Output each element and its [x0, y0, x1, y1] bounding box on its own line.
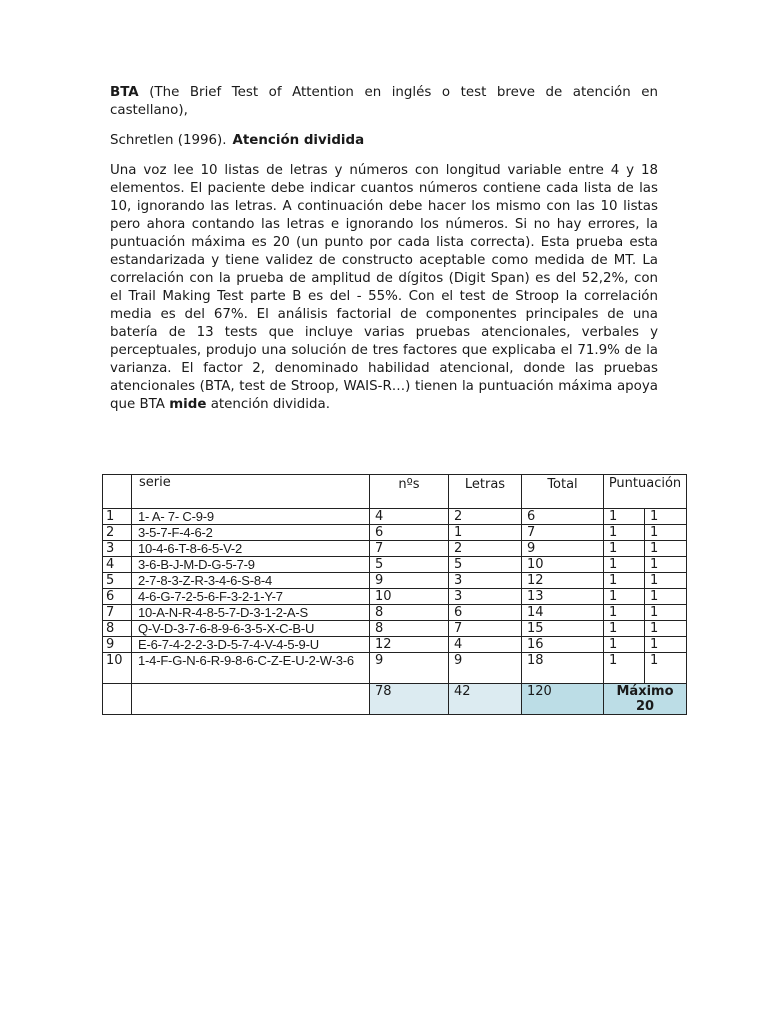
- table-row: [103, 589, 687, 605]
- body-bold-word: mide: [169, 397, 207, 412]
- cell-p2: 1: [645, 637, 687, 653]
- intro-paragraph: [110, 84, 658, 120]
- cell-letras: 3: [449, 589, 522, 605]
- cell-letras: 1: [449, 525, 522, 541]
- author-citation: Schretlen (1996).: [110, 133, 227, 148]
- body-text: Una voz lee 10 listas de letras y números con longitud variable entre 4 y 18 elementos. El paciente debe indicar cuantos números contiene cada lista de las 10, ignorando las letras. A continuación debe hacer los mismo con las 10 listas pero ahora contando las letras e ignorando los números. Si no hay errores, la puntuación máxima es 20 (un punto por cada lista correcta). Esta prueba esta estandarizada y tiene validez de constructo aceptable como medida de MT. La correlación con la prueba de amplitud de dígitos (Digit Span) es del 52,2%, con el Trail Making Test parte B es del - 55%. Con el test de Stroop la correlación media es del 67%. El análisis factorial de componentes principales de una batería de 13 tests que incluye varias pruebas atencionales, verbales y perceptuales, produjo una solución de tres factores que explicaba el 71.9% de la varianza. El factor 2, denominado habilidad atencional, donde las pruebas atencionales (BTA, test de Stroop, WAIS-R…) tienen la puntuación máxima apoya que BTA: [110, 163, 658, 412]
- table-row: [103, 621, 687, 637]
- table-header-row: [103, 475, 687, 509]
- cell-n: 6: [103, 589, 132, 605]
- cell-total: 13: [522, 589, 604, 605]
- cell-letras: 4: [449, 637, 522, 653]
- table-row: [103, 525, 687, 541]
- cell-total: 10: [522, 557, 604, 573]
- cell-letras: 7: [449, 621, 522, 637]
- cell-serie: E-6-7-4-2-2-3-D-5-7-4-V-4-5-9-U: [132, 637, 370, 653]
- cell-p1: 1: [604, 653, 645, 684]
- cell-letras: 6: [449, 605, 522, 621]
- empty-cell: [132, 684, 370, 715]
- cell-nums: 9: [370, 573, 449, 589]
- cell-p1: 1: [604, 541, 645, 557]
- cell-total: 14: [522, 605, 604, 621]
- cell-nums: 8: [370, 621, 449, 637]
- table-row: [103, 509, 687, 525]
- cell-n: 7: [103, 605, 132, 621]
- header-total: Total: [522, 475, 604, 509]
- cell-p1: 1: [604, 605, 645, 621]
- cell-p2: 1: [645, 653, 687, 684]
- cell-nums: 9: [370, 653, 449, 684]
- cell-serie: Q-V-D-3-7-6-8-9-6-3-5-X-C-B-U: [132, 621, 370, 637]
- cell-p2: 1: [645, 605, 687, 621]
- section-subtitle: Atención dividida: [232, 133, 365, 148]
- table-row: [103, 605, 687, 621]
- bta-series-table: [102, 474, 687, 715]
- cell-p1: 1: [604, 525, 645, 541]
- cell-p1: 1: [604, 573, 645, 589]
- cell-total: 16: [522, 637, 604, 653]
- cell-total: 18: [522, 653, 604, 684]
- cell-p2: 1: [645, 509, 687, 525]
- cell-p1: 1: [604, 621, 645, 637]
- cell-p2: 1: [645, 557, 687, 573]
- total-numeros: 78: [370, 684, 449, 715]
- cell-p1: 1: [604, 637, 645, 653]
- cell-total: 7: [522, 525, 604, 541]
- header-puntuacion: Puntuación: [604, 475, 687, 509]
- cell-nums: 8: [370, 605, 449, 621]
- header-serie: serie: [132, 475, 370, 509]
- empty-cell: [103, 684, 132, 715]
- totals-row: [103, 684, 687, 715]
- cell-total: 9: [522, 541, 604, 557]
- cell-n: 8: [103, 621, 132, 637]
- cell-nums: 12: [370, 637, 449, 653]
- cell-p2: 1: [645, 573, 687, 589]
- cell-total: 15: [522, 621, 604, 637]
- table-row: [103, 541, 687, 557]
- table-row: [103, 557, 687, 573]
- cell-n: 5: [103, 573, 132, 589]
- cell-p2: 1: [645, 541, 687, 557]
- cell-p2: 1: [645, 621, 687, 637]
- cell-letras: 9: [449, 653, 522, 684]
- cell-nums: 4: [370, 509, 449, 525]
- body-text-end: atención dividida.: [206, 397, 330, 412]
- cell-serie: 3-5-7-F-4-6-2: [132, 525, 370, 541]
- header-letras: Letras: [449, 475, 522, 509]
- table-row: [103, 653, 687, 684]
- cell-n: 1: [103, 509, 132, 525]
- total-elementos: 120: [522, 684, 604, 715]
- header-numeros: nºs: [370, 475, 449, 509]
- cell-total: 12: [522, 573, 604, 589]
- table-row: [103, 573, 687, 589]
- cell-serie: 10-A-N-R-4-8-5-7-D-3-1-2-A-S: [132, 605, 370, 621]
- cell-serie: 4-6-G-7-2-5-6-F-3-2-1-Y-7: [132, 589, 370, 605]
- cell-n: 3: [103, 541, 132, 557]
- bta-description: (The Brief Test of Attention en inglés o test breve de atención en castellano),: [110, 85, 658, 118]
- cell-serie: 1-4-F-G-N-6-R-9-8-6-C-Z-E-U-2-W-3-6: [132, 653, 370, 684]
- cell-serie: 1- A- 7- C-9-9: [132, 509, 370, 525]
- cell-nums: 7: [370, 541, 449, 557]
- cell-letras: 5: [449, 557, 522, 573]
- cell-n: 2: [103, 525, 132, 541]
- cell-p2: 1: [645, 525, 687, 541]
- cell-nums: 10: [370, 589, 449, 605]
- cell-p1: 1: [604, 557, 645, 573]
- cell-serie: 10-4-6-T-8-6-5-V-2: [132, 541, 370, 557]
- cell-letras: 2: [449, 541, 522, 557]
- cell-serie: 2-7-8-3-Z-R-3-4-6-S-8-4: [132, 573, 370, 589]
- cell-p1: 1: [604, 509, 645, 525]
- bta-title: BTA: [110, 85, 139, 100]
- cell-n: 9: [103, 637, 132, 653]
- total-letras: 42: [449, 684, 522, 715]
- cell-n: 4: [103, 557, 132, 573]
- maximo-puntuacion: Máximo 20: [604, 684, 687, 715]
- author-line: [110, 132, 658, 150]
- cell-nums: 5: [370, 557, 449, 573]
- cell-total: 6: [522, 509, 604, 525]
- cell-serie: 3-6-B-J-M-D-G-5-7-9: [132, 557, 370, 573]
- cell-p2: 1: [645, 589, 687, 605]
- cell-letras: 2: [449, 509, 522, 525]
- header-index: [103, 475, 132, 509]
- body-paragraph: [110, 162, 658, 414]
- cell-p1: 1: [604, 589, 645, 605]
- cell-nums: 6: [370, 525, 449, 541]
- cell-letras: 3: [449, 573, 522, 589]
- table-row: [103, 637, 687, 653]
- cell-n: 10: [103, 653, 132, 684]
